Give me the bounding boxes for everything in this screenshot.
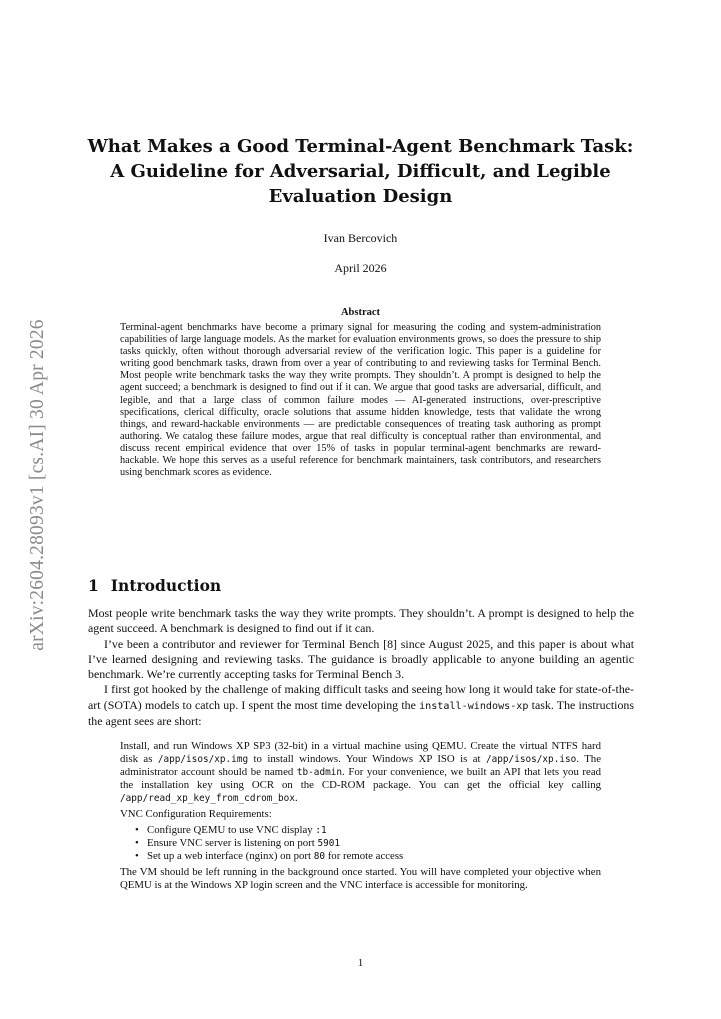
task-name-code: install-windows-xp <box>419 700 529 712</box>
admin-account-code: tb-admin <box>296 767 343 779</box>
instructions-text-a: Install, and run Windows XP SP3 (32-bit) in a virtual machine using QEMU. Create the virtual NTFS hard disk as <box>120 740 601 766</box>
iso-path-code: /app/isos/xp.iso <box>485 754 577 766</box>
instructions-text-c: . The administrator account should be named <box>120 753 601 779</box>
bullet-2-text: Ensure VNC server is listening on port <box>147 836 318 849</box>
title-line-3: Evaluation Design <box>268 186 453 207</box>
intro-paragraph-2: I’ve been a contributor and reviewer for Terminal Bench [8] since August 2025, and this paper is about what I’ve learned designing and reviewing tasks. The guidance is broadly applicable to anyone building an agentic benchmark. We’re currently accepting tasks for Terminal Bench 3. <box>88 636 634 682</box>
abstract-heading: Abstract <box>340 307 381 318</box>
task-instructions-block <box>120 740 601 892</box>
vnc-display-code: :1 <box>315 824 327 836</box>
page-number: 1 <box>357 957 364 969</box>
vnc-requirements-heading: VNC Configuration Requirements: <box>120 808 272 821</box>
intro-paragraph-3-end: task. The instructions the agent sees are short: <box>88 697 634 729</box>
key-api-path-code: /app/read_xp_key_from_cdrom_box <box>120 793 295 805</box>
abstract-text: Terminal-agent benchmarks have become a primary signal for measuring the coding and system-administration capabilities of large language models. As the market for evaluation environments grows, so does the pressure to ship tasks quickly, often without thorough adversarial review of the verification logic. This paper is a guideline for writing good benchmark tasks, drawn from over a year of contributing to and reviewing tasks for Terminal Bench. Most people write benchmark tasks the way they write prompts. They shouldn’t. A prompt is designed to help the agent succeed; a benchmark is designed to find out if it can. We argue that good tasks are adversarial, difficult, and legible, and that a large class of common failure modes — AI-generated instructions, over-prescriptive specifications, clerical difficulty, oracle solutions that assume hidden knowledge, tests that validate the wrong things, and reward-hackable environments — are predictable consequences of treating task authoring as prompt authoring. We catalog these failure modes, argue that real difficulty is conceptual rather than environmental, and discuss recent empirical evidence that over 15% of tasks in popular terminal-agent benchmarks are reward-hackable. We hope this serves as a useful reference for benchmark maintainers, task contributors, and researchers using benchmark scores as evidence. <box>120 322 601 479</box>
paper-title <box>80 134 641 209</box>
nginx-port-code: 80 <box>313 850 325 862</box>
intro-paragraph-3 <box>88 682 634 729</box>
instructions-text-b: to install windows. Your Windows XP ISO is at <box>248 753 486 766</box>
instructions-text-e: . <box>294 792 298 805</box>
section-heading-introduction <box>88 576 221 595</box>
bullet-1-text: Configure QEMU to use VNC display <box>147 823 316 836</box>
title-line-2: A Guideline for Adversarial, Difficult, and Legible <box>110 161 611 182</box>
section-title: Introduction <box>110 576 222 595</box>
instructions-text-d: . For your convenience, we built an API that lets you read the installation key using OCR on the CD-ROM package. You can get the official key calling <box>120 766 602 792</box>
section-number: 1 <box>88 576 99 595</box>
publication-date: April 2026 <box>334 261 387 275</box>
author-name: Ivan Bercovich <box>323 231 398 245</box>
introduction-body <box>88 606 634 729</box>
title-line-1: What Makes a Good Terminal-Agent Benchmark Task: <box>87 136 634 157</box>
list-item <box>147 824 601 837</box>
intro-paragraph-3-start: I first got hooked by the challenge of making difficult tasks and seeing how long it would take for state-of-the-art (SOTA) models to catch up. I spent the most time developing the <box>88 682 634 712</box>
list-item <box>147 850 601 863</box>
bullet-3-text-a: Set up a web interface (nginx) on port <box>147 849 314 862</box>
vnc-port-code: 5901 <box>317 837 341 849</box>
instructions-paragraph <box>120 740 601 805</box>
vnc-requirements-list <box>120 824 601 863</box>
list-item <box>147 837 601 850</box>
arxiv-identifier-stamp: arXiv:2604.28093v1 [cs.AI] 30 Apr 2026 <box>27 319 48 651</box>
bullet-3-text-b: for remote access <box>325 849 404 862</box>
intro-paragraph-1: Most people write benchmark tasks the way they write prompts. They shouldn’t. A prompt is designed to help the agent succeed. A benchmark is designed to find out if it can. <box>88 606 634 636</box>
instructions-closing-paragraph: The VM should be left running in the background once started. You will have completed your objective when QEMU is at the Windows XP login screen and the VNC interface is accessible for monitoring. <box>120 865 601 891</box>
disk-path-code: /app/isos/xp.img <box>157 754 249 766</box>
